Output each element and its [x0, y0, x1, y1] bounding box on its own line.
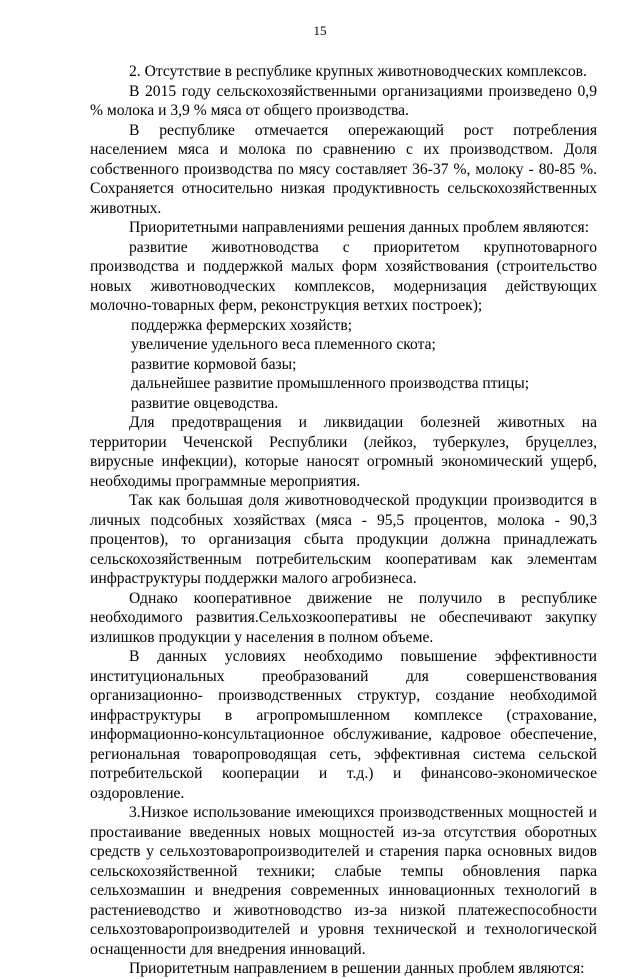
list-item: развитие овцеводства. [131, 394, 279, 412]
document-body [90, 62, 597, 979]
paragraph-item-3-capacity: 3.Низкое использование имеющихся производственных мощностей и простаивание введенных новых мощностей из-за отсутствия оборотных средств у сельхозтоваропроизводителей и старения парка основных видов сельскохозяйственной техники; слабые темпы обновления парка сельхозмашин и внедрения современных инновационных технологий в растениеводство и животноводство из-за низкой платежеспособности сельхозтоваропроизводителей и уровня технической и технологической оснащенности для внедрения инноваций. [90, 804, 597, 958]
paragraph-cooperatives: Однако кооперативное движение не получило в республике необходимого развития.Сельхозкооперативы не обеспечивают закупку излишков продукции у населения в полном объеме. [90, 589, 597, 646]
paragraph-item-2-heading: 2. Отсутствие в республике крупных животноводческих комплексов. [129, 63, 587, 80]
paragraph-priorities-intro: Приоритетными направлениями решения данных проблем являются: [129, 219, 590, 236]
priority-list [90, 316, 597, 414]
list-item: дальнейшее развитие промышленного производства птицы; [131, 375, 530, 392]
paragraph-institutional-reforms: В данных условиях необходимо повышение эффективности институциональных преобразований для совершенствования организационно- производственных структур, создание необходимой инфраструктуры в агропромышленном комплексе (страхование, информационно-консультационное обслуживание, кадровое обеспечение, региональная товаропроводящая сеть, эффективная система сельской потребительской кооперации и т.д.) и финансово-экономическое оздоровление. [90, 648, 597, 802]
paragraph-disease-prevention: Для предотвращения и ликвидации болезней животных на территории Чеченской Республики (лейкоз, туберкулез, бруцеллез, вирусные инфекции), которые наносят огромный экономический ущерб, необходимы программные мероприятия. [90, 414, 597, 490]
paragraph-livestock-development: развитие животноводства с приоритетом крупнотоварного производства и поддержкой малых форм хозяйствования (строительство новых животноводческих комплексов, модернизация действующих молочно-товарных ферм, реконструкция ветхих построек); [90, 238, 597, 314]
list-item: поддержка фермерских хозяйств; [131, 316, 353, 334]
page-number: 15 [313, 23, 327, 38]
paragraph-household-farms: Так как большая доля животноводческой продукции производится в личных подсобных хозяйствах (мяса - 95,5 процентов, молока - 90,3 процентов), то организация сбыта продукции должна принадлежать сельскохозяйственным потребительским кооперативам как элементам инфраструктуры поддержки малого агробизнеса. [90, 492, 597, 587]
list-item: увеличение удельного веса племенного скота; [131, 336, 436, 353]
paragraph-production-share: В 2015 году сельскохозяйственными организациями произведено 0,9 % молока и 3,9 % мяса от общего производства. [90, 82, 597, 119]
list-item: развитие кормовой базы; [131, 355, 297, 373]
paragraph-priority-direction: Приоритетным направлением в решении данных проблем являются: [129, 960, 585, 977]
paragraph-consumption-growth: В республике отмечается опережающий рост потребления населением мяса и молока по сравнению с их производством. Доля собственного производства по мясу составляет 36-37 %, молоку - 80-85 %. Сохраняется относительно низкая продуктивность сельскохозяйственных животных. [90, 121, 597, 217]
